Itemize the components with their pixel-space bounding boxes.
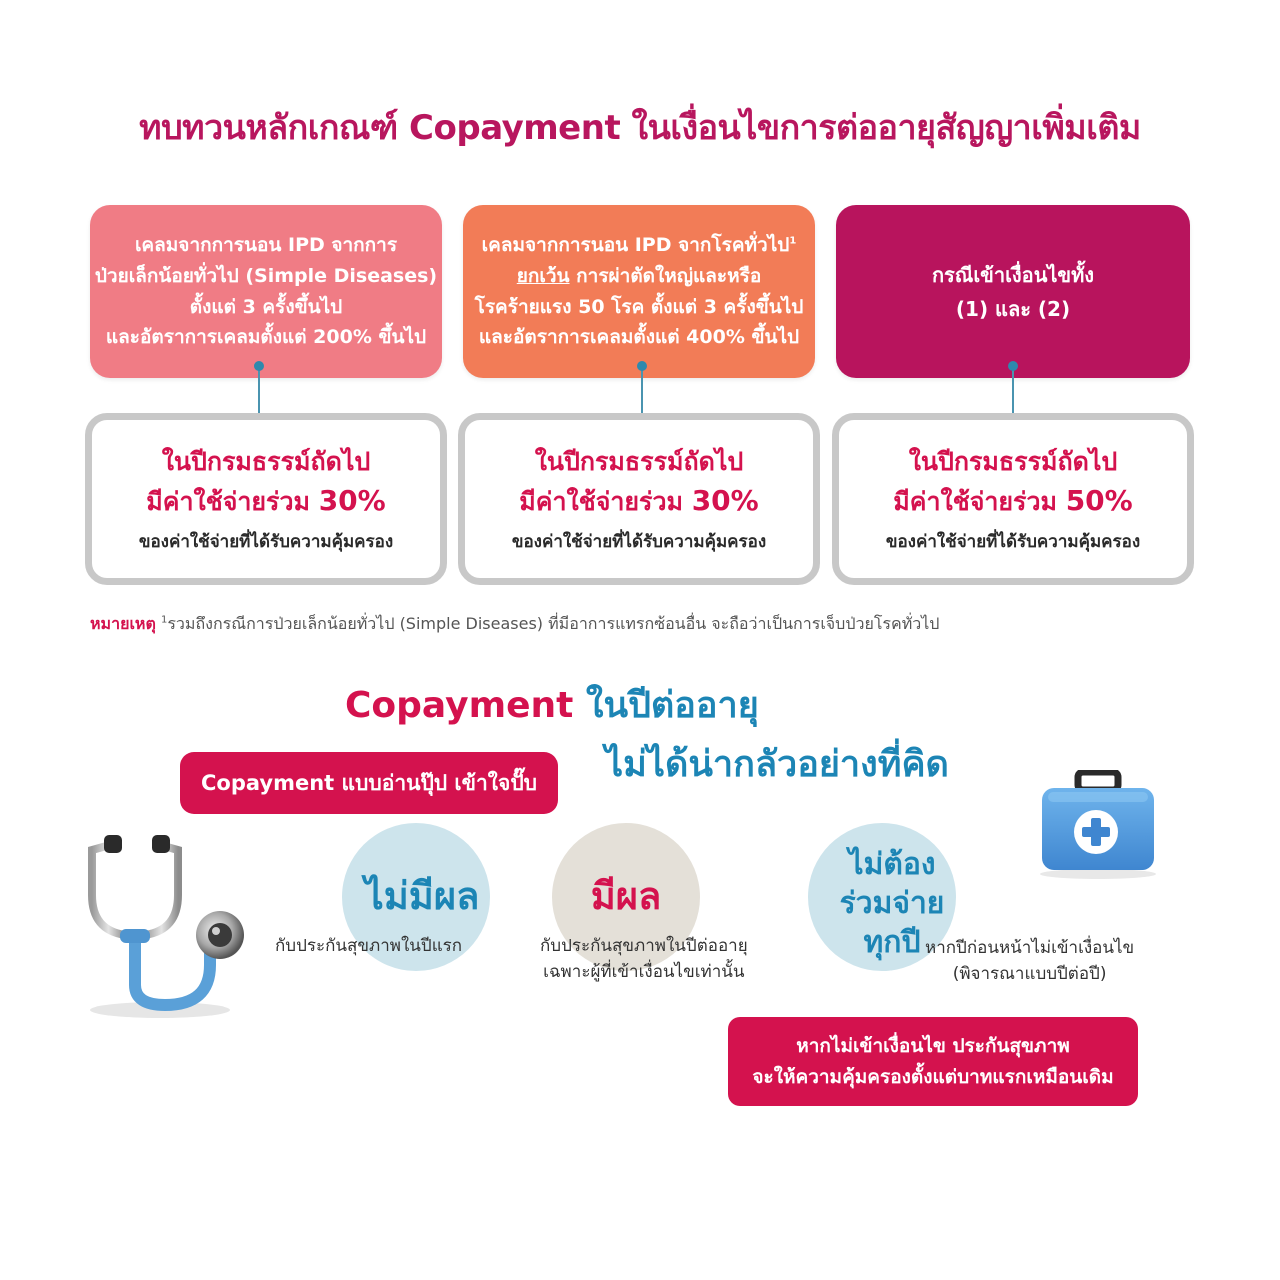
- condition-2-exception-label: ยกเว้น: [516, 264, 570, 287]
- point-2-description-line-2: เฉพาะผู้ที่เข้าเงื่อนไขเท่านั้น: [543, 962, 745, 983]
- result-1-heading: ในปีกรมธรรม์ถัดไป: [161, 446, 371, 476]
- condition-2-line-1-text: เคลมจากการนอน IPD จากโรคทั่วไป: [481, 233, 790, 256]
- condition-1-line-4: และอัตราการเคลมตั้งแต่ 200% ขึ้นไป: [105, 326, 427, 349]
- condition-2-line-2: [517, 261, 762, 292]
- footnote: [90, 612, 939, 637]
- result-2-heading: ในปีกรมธรรม์ถัดไป: [534, 446, 744, 476]
- point-3-heading-line-2: ร่วมจ่าย: [839, 886, 945, 921]
- result-box-2: [458, 413, 820, 585]
- result-1-copay-line: [146, 480, 385, 522]
- condition-box-1: [90, 205, 442, 378]
- point-3-heading-line-1: ไม่ต้อง: [848, 847, 936, 882]
- condition-1-line-1: เคลมจากการนอน IPD จากการ: [134, 233, 398, 256]
- result-3-copay-label: มีค่าใช้จ่ายร่วม: [893, 487, 1066, 517]
- point-3-description-line-1: หากปีก่อนหน้าไม่เข้าเงื่อนไข: [925, 938, 1135, 958]
- connector-dot-1-top: [254, 361, 264, 371]
- connector-dot-2-top: [637, 361, 647, 371]
- first-aid-kit-icon: [1028, 770, 1168, 880]
- footnote-marker: 1: [160, 614, 168, 626]
- copayment-pill-label: Copayment แบบอ่านปุ๊ป เข้าใจปั๊บ: [180, 752, 558, 814]
- result-3-subtext: ของค่าใช้จ่ายที่ได้รับความคุ้มครอง: [885, 532, 1141, 553]
- result-1-copay-label: มีค่าใช้จ่ายร่วม: [146, 487, 319, 517]
- result-box-1: [85, 413, 447, 585]
- condition-3-line-2: (1) และ (2): [955, 296, 1071, 321]
- result-2-copay-label: มีค่าใช้จ่ายร่วม: [519, 487, 692, 517]
- page-title: ทบทวนหลักเกณฑ์ Copayment ในเงื่อนไขการต่ออายุสัญญาเพิ่มเติม: [139, 108, 1141, 148]
- result-2-subtext: ของค่าใช้จ่ายที่ได้รับความคุ้มครอง: [511, 532, 767, 553]
- result-3-heading: ในปีกรมธรรม์ถัดไป: [908, 446, 1118, 476]
- section2-title-copayment: Copayment: [345, 685, 574, 726]
- condition-2-line-4: และอัตราการเคลมตั้งแต่ 400% ขึ้นไป: [478, 326, 800, 349]
- point-2-description: [540, 933, 748, 986]
- result-1-percent: 30%: [318, 484, 386, 518]
- result-3-percent: 50%: [1065, 484, 1133, 518]
- connector-dot-3-top: [1008, 361, 1018, 371]
- result-1-subtext: ของค่าใช้จ่ายที่ได้รับความคุ้มครอง: [138, 532, 394, 553]
- section2-title-line-1: [345, 676, 759, 733]
- point-1-description: กับประกันสุขภาพในปีแรก: [275, 936, 463, 956]
- condition-2-line-2-rest: การผ่าตัดใหญ่และหรือ: [569, 264, 762, 287]
- point-3-description-line-2: (พิจารณาแบบปีต่อปี): [952, 964, 1107, 985]
- result-2-percent: 30%: [691, 484, 759, 518]
- coverage-note-line-2: จะให้ความคุ้มครองตั้งแต่บาทแรกเหมือนเดิม: [752, 1065, 1114, 1088]
- section2-title-renewal: ในปีต่ออายุ: [573, 685, 759, 726]
- point-3-description: [925, 935, 1134, 988]
- coverage-note-line-1: หากไม่เข้าเงื่อนไข ประกันสุขภาพ: [796, 1035, 1070, 1058]
- point-2-heading: มีผล: [590, 874, 662, 918]
- stethoscope-icon: [70, 825, 250, 1025]
- condition-2-line-3: โรคร้ายแรง 50 โรค ตั้งแต่ 3 ครั้งขึ้นไป: [474, 295, 804, 318]
- section2-title-line-2: ไม่ได้น่ากลัวอย่างที่คิด: [605, 744, 949, 785]
- result-3-copay-line: [893, 480, 1132, 522]
- condition-1-line-3: ตั้งแต่ 3 ครั้งขึ้นไป: [189, 295, 343, 318]
- coverage-note-box: [728, 1017, 1138, 1106]
- footnote-label: หมายเหตุ: [90, 614, 156, 633]
- condition-box-3: [836, 205, 1190, 378]
- condition-1-line-2: ป่วยเล็กน้อยทั่วไป (Simple Diseases): [94, 264, 438, 287]
- point-2-description-line-1: กับประกันสุขภาพในปีต่ออายุ: [540, 936, 748, 956]
- result-2-copay-line: [519, 480, 758, 522]
- condition-box-2: [463, 205, 815, 378]
- result-box-3: [832, 413, 1194, 585]
- condition-2-footnote-marker: 1: [789, 235, 797, 247]
- point-1-heading: ไม่มีผล: [364, 874, 480, 918]
- footnote-text: รวมถึงกรณีการป่วยเล็กน้อยทั่วไป (Simple Diseases) ที่มีอาการแทรกซ้อนอื่น จะถือว่าเป็นการเจ็บป่วยโรคทั่วไป: [167, 614, 940, 633]
- condition-3-line-1: กรณีเข้าเงื่อนไขทั้ง: [931, 262, 1095, 287]
- condition-2-line-1: [482, 230, 797, 261]
- point-3-heading-line-3: ทุกปี: [863, 925, 921, 960]
